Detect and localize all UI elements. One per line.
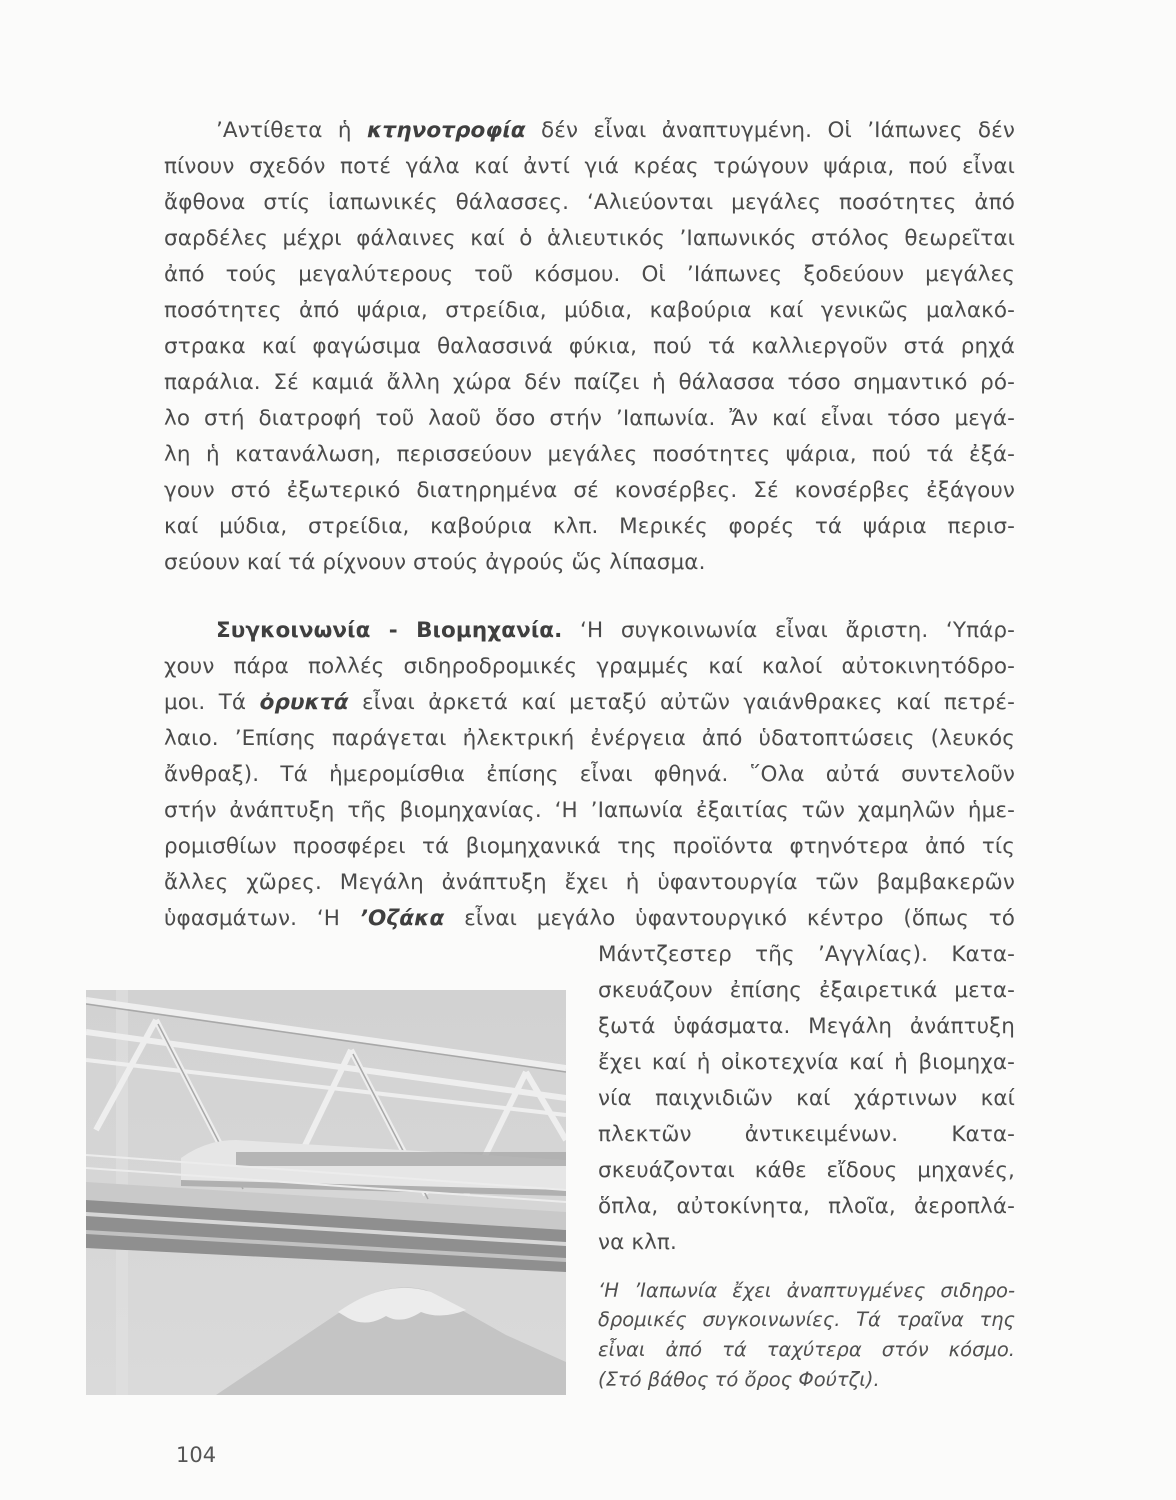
text-run: δέν εἶναι ἀναπτυγμένη. Οἱ ’Ιάπωνες δέν — [525, 118, 1015, 143]
text-run: ‘Η συγκοινωνία εἶναι ἄριστη. ‘Υπάρ- — [562, 618, 1015, 643]
text-line: σαρδέλες μέχρι φάλαινες καί ὁ ἁλιευτικός ’Ιαπωνικός στόλος θεωρεῖται — [164, 226, 1015, 251]
text-line: καί μύδια, στρείδια, καβούρια κλπ. Μερικές φορές τά ψάρια περισ- — [164, 514, 1015, 539]
text-run: μοι. Τά — [164, 690, 260, 715]
text-line — [216, 117, 1015, 145]
text-line: γουν στό ἐξωτερικό διατηρημένα σέ κονσέρβες. Σέ κονσέρβες ἐξάγουν — [164, 478, 1015, 503]
text-line: στήν ἀνάπτυξη τῆς βιομηχανίας. ‘Η ’Ιαπωνία ἐξαιτίας τῶν χαμηλῶν ἡμε- — [164, 798, 1015, 823]
caption-line: ‘Η ’Ιαπωνία ἔχει ἀναπτυγμένες σιδηρο- — [598, 1279, 1015, 1302]
text-line: παράλια. Σέ καμιά ἄλλη χώρα δέν παίζει ἡ θάλασσα τόσο σημαντικό ρό- — [164, 370, 1015, 395]
text-line: στρακα καί φαγώσιμα θαλασσινά φύκια, πού τά καλλιεργοῦν στά ρηχά — [164, 334, 1015, 359]
text-line: λαιο. ’Επίσης παράγεται ἠλεκτρική ἐνέργεια ἀπό ὑδατοπτώσεις (λευκός — [164, 726, 1015, 751]
section-heading: Συγκοινωνία - Βιομηχανία. — [216, 618, 563, 643]
text-line: χουν πάρα πολλές σιδηροδρομικές γραμμές καί καλοί αὐτοκινητόδρο- — [164, 654, 1015, 679]
caption-line: εἶναι ἀπό τά ταχύτερα στόν κόσμο. — [598, 1338, 1015, 1361]
text-line: να κλπ. — [598, 1230, 677, 1255]
bridge-train-photo — [86, 990, 566, 1395]
text-line: ἀπό τούς μεγαλύτερους τοῦ κόσμου. Οἱ ’Ιάπωνες ξοδεύουν μεγάλες — [164, 262, 1015, 287]
caption-line: δρομικές συγκοινωνίες. Τά τραῖνα της — [598, 1308, 1015, 1331]
text-line: ἄνθραξ). Τά ἡμερομίσθια ἐπίσης εἶναι φθηνά. ῞Ολα αὐτά συντελοῦν — [164, 762, 1015, 787]
text-line — [164, 905, 1015, 933]
text-line: νία παιχνιδιῶν καί χάρτινων καί — [598, 1086, 1015, 1111]
text-line: σκευάζουν ἐπίσης ἐξαιρετικά μετα- — [598, 978, 1015, 1003]
text-line: ὅπλα, αὐτοκίνητα, πλοῖα, ἀεροπλά- — [598, 1194, 1015, 1219]
text-run: εἶναι ἀρκετά καί μεταξύ αὐτῶν γαιάνθρακες καί πετρέ- — [348, 690, 1016, 715]
text-line — [216, 617, 1015, 645]
photo-illustration — [86, 990, 566, 1395]
text-line: πίνουν σχεδόν ποτέ γάλα καί ἀντί γιά κρέας τρώγουν ψάρια, πού εἶναι — [164, 154, 1015, 179]
text-line: πλεκτῶν ἀντικειμένων. Κατα- — [598, 1122, 1015, 1147]
emphasis-term: ὀρυκτά — [259, 690, 349, 715]
text-line — [164, 689, 1015, 717]
text-run: εἶναι μεγάλο ὑφαντουργικό κέντρο (ὅπως τό — [444, 906, 1015, 931]
text-line: ξωτά ὑφάσματα. Μεγάλη ἀνάπτυξη — [598, 1014, 1015, 1039]
text-line: Μάντζεστερ τῆς ’Αγγλίας). Κατα- — [598, 942, 1015, 967]
text-line: σκευάζονται κάθε εἴδους μηχανές, — [598, 1158, 1015, 1183]
text-line: λο στή διατροφή τοῦ λαοῦ ὅσο στήν ’Ιαπωνία. Ἄν καί εἶναι τόσο μεγά- — [164, 406, 1015, 431]
text-line: ρομισθίων προσφέρει τά βιομηχανικά της προϊόντα φτηνότερα ἀπό τίς — [164, 834, 1015, 859]
text-line: ἔχει καί ἡ οἰκοτεχνία καί ἡ βιομηχα- — [598, 1050, 1015, 1075]
text-line: σεύουν καί τά ρίχνουν στούς ἀγρούς ὥς λίπασμα. — [164, 550, 706, 575]
page-number: 104 — [176, 1443, 217, 1467]
emphasis-term: κτηνοτροφία — [367, 118, 526, 143]
text-line: ποσότητες ἀπό ψάρια, στρείδια, μύδια, καβούρια καί γενικῶς μαλακό- — [164, 298, 1015, 323]
text-run: ’Αντίθετα ἡ — [216, 118, 368, 143]
text-line: ἄφθονα στίς ἰαπωνικές θάλασσες. ‘Αλιεύονται μεγάλες ποσότητες ἀπό — [164, 190, 1015, 215]
emphasis-term: ’Οζάκα — [359, 906, 445, 931]
text-line: λη ἡ κατανάλωση, περισσεύουν μεγάλες ποσότητες ψάρια, πού τά ἐξά- — [164, 442, 1015, 467]
text-run: ὑφασμάτων. ‘Η — [164, 906, 360, 931]
text-line: ἄλλες χῶρες. Μεγάλη ἀνάπτυξη ἔχει ἡ ὑφαντουργία τῶν βαμβακερῶν — [164, 870, 1015, 895]
caption-line: (Στό βάθος τό ὄρος Φούτζι). — [598, 1368, 880, 1391]
